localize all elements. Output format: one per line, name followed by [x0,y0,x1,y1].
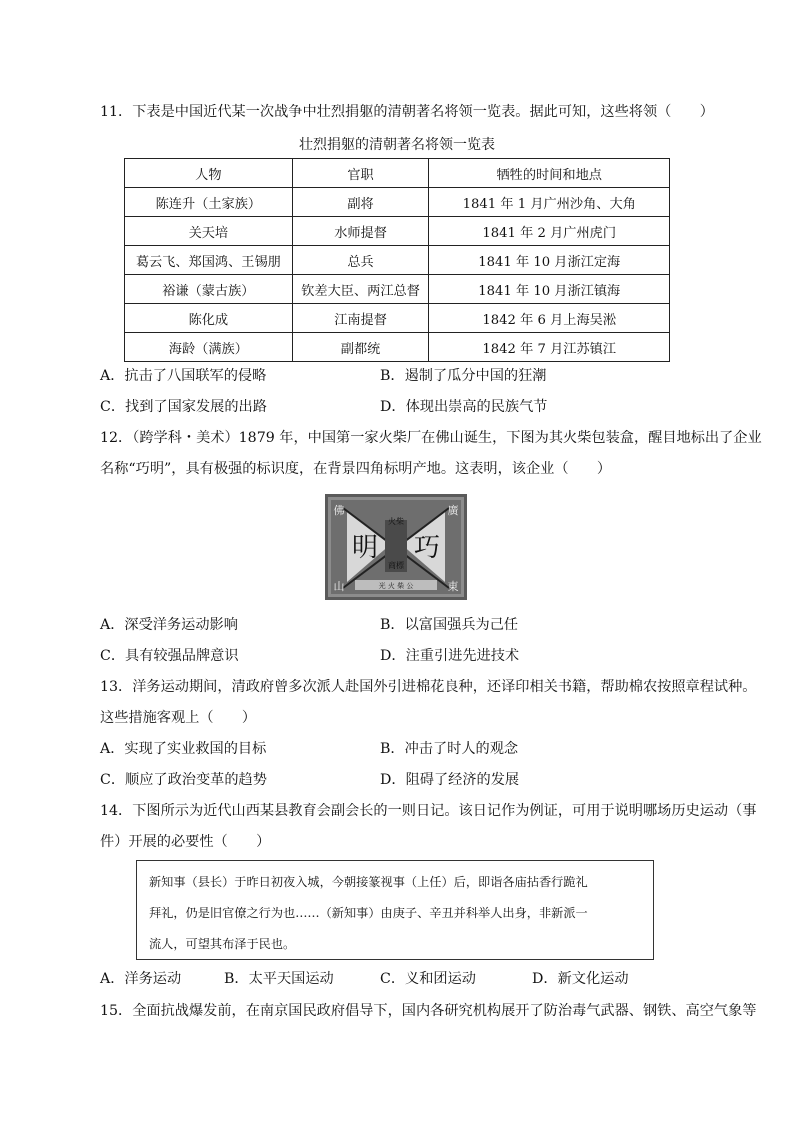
q12-stem-line2: 名称“巧明”，具有极强的标识度，在背景四角标明产地。这表明，该企业（ ） [100,461,612,477]
q13-option-b[interactable]: B．冲击了时人的观念 [380,741,519,757]
header-time-place: 牺牲的时间和地点 [429,159,670,188]
q11-option-b[interactable]: B．遏制了瓜分中国的狂潮 [380,368,547,384]
cell-time-place: 1841 年 1 月广州沙角、大角 [429,188,670,217]
table-row [125,246,670,275]
q13-stem-line2: 这些措施客观上（ ） [100,710,257,726]
cell-office: 江南提督 [292,304,429,333]
generals-table [124,158,670,362]
q13-option-d[interactable]: D．阻碍了经济的发展 [380,772,520,788]
q11-option-d[interactable]: D．体现出崇高的民族气节 [380,399,548,415]
cell-time-place: 1842 年 6 月上海吴淞 [429,304,670,333]
cell-office: 副都统 [292,333,429,362]
quote-line: 新知事（县长）于昨日初夜入城，今朝接篆视事（上任）后，即诣各庙拈香行跪礼 [149,875,588,889]
quote-line: 拜礼，仍是旧官僚之行为也……（新知事）由庚子、辛丑并科举人出身，非新派一 [149,906,588,920]
cell-office: 水师提督 [292,217,429,246]
q14-stem-line1: 14．下图所示为近代山西某县教育会副会长的一则日记。该日记作为例证，可用于说明哪场历史运动（事 [100,803,757,819]
table-row [125,304,670,333]
cell-time-place: 1841 年 10 月浙江定海 [429,246,670,275]
cell-time-place: 1842 年 7 月江苏镇江 [429,333,670,362]
cell-office: 总兵 [292,246,429,275]
header-person: 人物 [125,159,293,188]
q12-stem-line1: 12．（跨学科・美术）1879 年，中国第一家火柴厂在佛山诞生，下图为其火柴包装盒，醒目地标出了企业 [100,430,762,446]
q14-option-d[interactable]: D．新文化运动 [532,971,629,987]
matchbox-illustration [325,494,467,600]
cell-person: 关天培 [125,217,293,246]
corner-text-tl: 佛 [333,504,345,517]
brand-char-right: 巧 [413,533,441,563]
matchbox-image [325,494,467,600]
cell-person: 葛云飞、郑国鸿、王锡朋 [125,246,293,275]
q11-option-c[interactable]: C．找到了国家发展的出路 [100,399,267,415]
cell-office: 钦差大臣、两江总督 [292,275,429,304]
center-bottom-text: 商標 [388,561,404,570]
q14-option-a[interactable]: A．洋务运动 [100,971,182,987]
diary-quote-box [136,860,654,960]
q14-stem-line2: 件）开展的必要性（ ） [100,834,271,850]
header-office: 官职 [292,159,429,188]
q13-stem-line1: 13．洋务运动期间，清政府曾多次派人赴国外引进棉花良种，还译印相关书籍，帮助棉农按照章程试种。 [100,679,757,695]
bottom-strip-text: 光 火 柴 公 [378,582,414,590]
table-title: 壮烈捐躯的清朝著名将领一览表 [299,137,495,153]
cell-person: 陈连升（土家族） [125,188,293,217]
table-row [125,188,670,217]
cell-person: 裕谦（蒙古族） [125,275,293,304]
cell-time-place: 1841 年 2 月广州虎门 [429,217,670,246]
center-top-text: 火柴 [388,517,404,526]
quote-line: 流人，可望其布泽于民也。 [149,937,296,951]
q13-option-a[interactable]: A．实现了实业救国的目标 [100,741,267,757]
q11-option-a[interactable]: A．抗击了八国联军的侵略 [100,368,267,384]
cell-time-place: 1841 年 10 月浙江镇海 [429,275,670,304]
q12-option-d[interactable]: D．注重引进先进技术 [380,648,520,664]
corner-text-tr: 廣 [447,504,459,517]
q12-option-b[interactable]: B．以富国强兵为己任 [380,617,519,633]
table-row [125,333,670,362]
corner-text-br: 東 [447,580,459,593]
cell-person: 陈化成 [125,304,293,333]
q12-option-c[interactable]: C．具有较强品牌意识 [100,648,239,664]
q12-option-a[interactable]: A．深受洋务运动影响 [100,617,238,633]
cell-person: 海龄（满族） [125,333,293,362]
q15-stem-line1: 15．全面抗战爆发前，在南京国民政府倡导下，国内各研究机构展开了防治毒气武器、钢铁、高空气象等 [100,1003,757,1019]
table-row [125,217,670,246]
q11-stem: 11．下表是中国近代某一次战争中壮烈捐躯的清朝著名将领一览表。据此可知，这些将领（ ） [100,104,714,120]
q13-option-c[interactable]: C．顺应了政治变革的趋势 [100,772,267,788]
brand-char-left: 明 [351,533,379,563]
q14-option-b[interactable]: B．太平天国运动 [224,971,334,987]
corner-text-bl: 山 [333,580,345,593]
table-row [125,275,670,304]
q14-option-c[interactable]: C．义和团运动 [380,971,476,987]
cell-office: 副将 [292,188,429,217]
table-header-row [125,159,670,188]
